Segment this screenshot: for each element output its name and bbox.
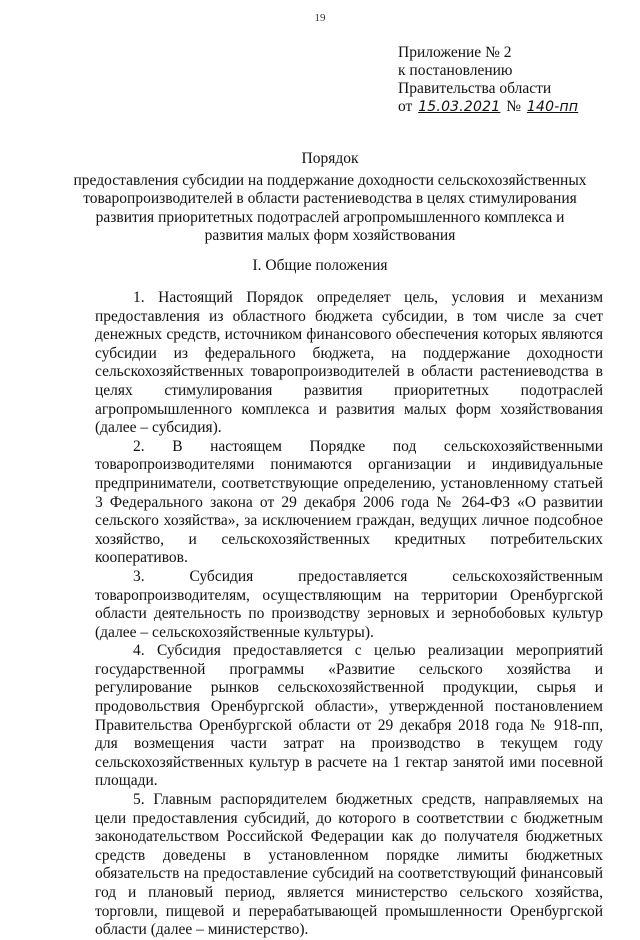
paragraph-1: 1. Настоящий Порядок определяет цель, условия и механизм предоставления из областного бюджета субсидии, в том числе за счет денежных средств, источником финансового обеспечения которых являются субсидии из федерального бюджета, на поддержание доходности сельскохозяйственных товаропроизводителей в области растениеводства в целях стимулирования развития приоритетных подотраслей агропромышленного комплекса и развития малых форм хозяйствования (далее – субсидия). bbox=[95, 289, 603, 437]
appendix-resolution-ref: к постановлению bbox=[398, 62, 513, 79]
handwritten-number: 140-пп bbox=[526, 99, 579, 115]
number-sign: № bbox=[506, 98, 522, 115]
appendix-government: Правительства области bbox=[398, 80, 552, 97]
paragraph-5: 5. Главным распорядителем бюджетных средств, направляемых на цели предоставления субсидий, до которого в соответствии с бюджетным законодательством Российской Федерации как до получателя бюджетных средств доведены в установленном порядке лимиты бюджетных обязательств на предоставление субсидий на соответствующий финансовый год и плановый период, является министерство сельского хозяйства, торговли, пищевой и перерабатывающей промышленности Оренбургской области (далее – министерство). bbox=[95, 791, 603, 939]
paragraph-3: 3. Субсидия предоставляется сельскохозяйственным товаропроизводителям, осуществляющим на территории Оренбургской области деятельность по производству зерновых и зернобобовых культур (далее – сельскохозяйственные культуры). bbox=[95, 567, 603, 641]
appendix-label: Приложение № 2 bbox=[398, 44, 512, 61]
appendix-block bbox=[398, 44, 580, 116]
section-heading: I. Общие положения bbox=[252, 257, 388, 274]
handwritten-date: 15.03.2021 bbox=[418, 99, 501, 115]
document-subtitle-line-1: предоставления субсидии на поддержание доходности сельскохозяйственных bbox=[73, 171, 587, 189]
document-body bbox=[95, 289, 603, 940]
document-title: Порядок bbox=[301, 150, 359, 167]
paragraph-4: 4. Субсидия предоставляется с целью реализации мероприятий государственной программы «Развитие сельского хозяйства и регулирование рынков сельскохозяйственной продукции, сырья и продовольствия Оренбургской области», утвержденной постановлением Правительства Оренбургской области от 29 декабря 2018 года № 918-пп, для возмещения части затрат на производство в текущем году сельскохозяйственных культур в расчете на 1 гектар занятой ими посевной площади. bbox=[95, 642, 603, 790]
document-title-block bbox=[60, 150, 600, 246]
from-label: от bbox=[398, 98, 413, 115]
document-subtitle-line-4: развития малых форм хозяйствования bbox=[204, 227, 456, 244]
page-number: 19 bbox=[314, 12, 326, 24]
document-subtitle-line-2: товаропроизводителей в области растениеводства в целях стимулирования bbox=[83, 190, 577, 207]
document-subtitle-line-3: развития приоритетных подотраслей агропромышленного комплекса и bbox=[95, 208, 565, 226]
appendix-date-line bbox=[398, 98, 580, 116]
paragraph-2: 2. В настоящем Порядке под сельскохозяйственными товаропроизводителями понимаются организации и индивидуальные предприниматели, соответствующие определению, установленному статьей 3 Федерального закона от 29 декабря 2006 года № 264-ФЗ «О развитии сельского хозяйства», за исключением граждан, ведущих личное подсобное хозяйство, и сельскохозяйственных кредитных потребительских кооперативов. bbox=[95, 437, 603, 567]
